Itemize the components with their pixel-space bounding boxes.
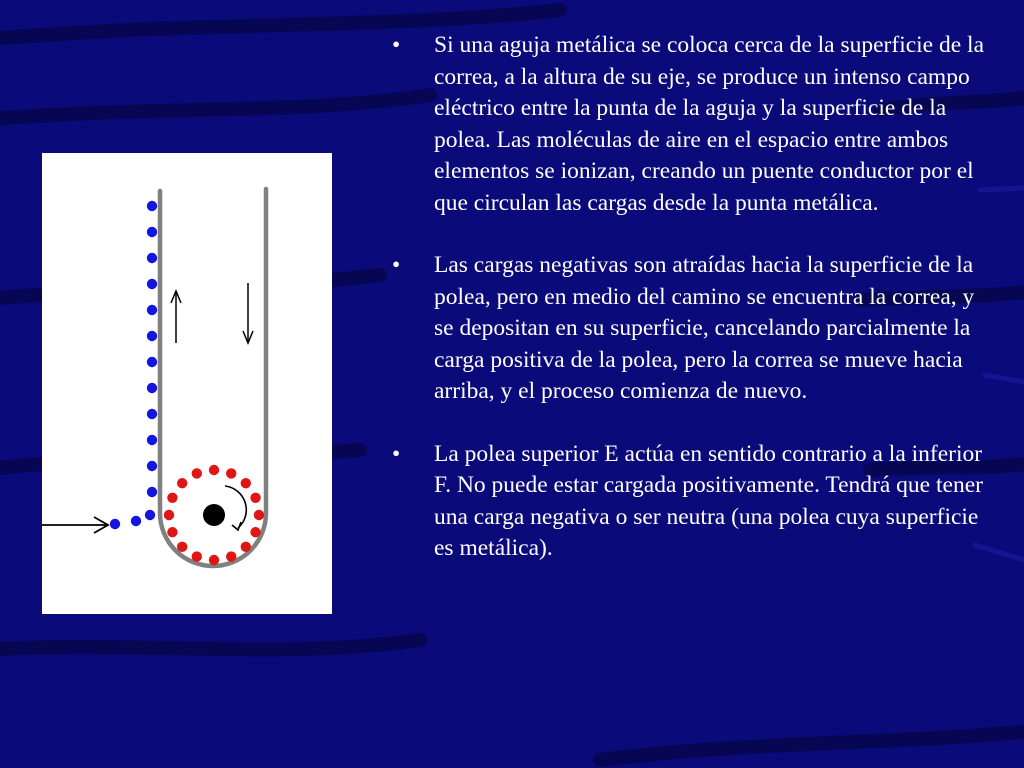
positive-charge: [177, 542, 187, 552]
negative-charge: [147, 409, 157, 419]
positive-charge: [226, 551, 236, 561]
negative-charge: [147, 253, 157, 263]
rotation-arrow-head: [232, 522, 241, 530]
rotation-arrow: [225, 486, 246, 528]
negative-charge: [147, 227, 157, 237]
positive-charge: [226, 468, 236, 478]
negative-charge: [147, 383, 157, 393]
negative-charge: [110, 519, 120, 529]
pulley-axle: [203, 504, 225, 526]
negative-charge: [147, 357, 157, 367]
positive-charge: [241, 478, 251, 488]
negative-charge: [147, 331, 157, 341]
bullet-item: [392, 30, 992, 219]
negative-charge: [145, 510, 155, 520]
negative-charge: [147, 201, 157, 211]
positive-charge: [254, 510, 264, 520]
negative-charge: [147, 305, 157, 315]
bullet-item: [392, 250, 992, 408]
negative-charge: [147, 461, 157, 471]
positive-charge: [177, 478, 187, 488]
positive-charge: [167, 493, 177, 503]
bullet-marker: •: [392, 440, 401, 467]
positive-charge: [164, 510, 174, 520]
negative-charge: [131, 516, 141, 526]
positive-charge: [209, 555, 219, 565]
diagram-canvas: [42, 153, 332, 614]
positive-charge: [250, 493, 260, 503]
charges: [110, 201, 264, 565]
negative-charge: [147, 435, 157, 445]
positive-charge: [167, 527, 177, 537]
positive-charge: [192, 468, 202, 478]
bullet-marker: •: [392, 32, 401, 58]
bullet-list: [392, 30, 992, 565]
bullet-text: Las cargas negativas son atraídas hacia la superficie de la polea, pero en medio del camino se encuentra la correa, y se depositan en su superficie, cancelando parcialmente la carga positiva de la polea, pero la correa se mueve hacia arriba, y el proceso comienza de nuevo.: [434, 252, 975, 404]
bullet-text: Si una aguja metálica se coloca cerca de la superficie de la correa, a la altura de su eje, se produce un intenso campo eléctrico entre la punta de la aguja y la superficie de la polea. Las moléculas de aire en el espacio entre ambos elementos se ionizan, creando un puente conductor por el que circulan las cargas desde la punta metálica.: [434, 32, 985, 216]
negative-charge: [147, 279, 157, 289]
negative-charge: [147, 487, 157, 497]
bullet-marker: •: [392, 252, 401, 278]
positive-charge: [192, 551, 202, 561]
bullet-text: La polea superior E actúa en sentido contrario a la inferior F. No puede estar cargada positivamente. Tendrá que tener una carga negativa o ser neutra (una polea cuya superficie es metálica).: [434, 440, 983, 561]
positive-charge: [241, 542, 251, 552]
positive-charge: [250, 527, 260, 537]
positive-charge: [209, 465, 219, 475]
belt-pulley-diagram: [42, 153, 332, 614]
bullet-item: [392, 439, 992, 565]
